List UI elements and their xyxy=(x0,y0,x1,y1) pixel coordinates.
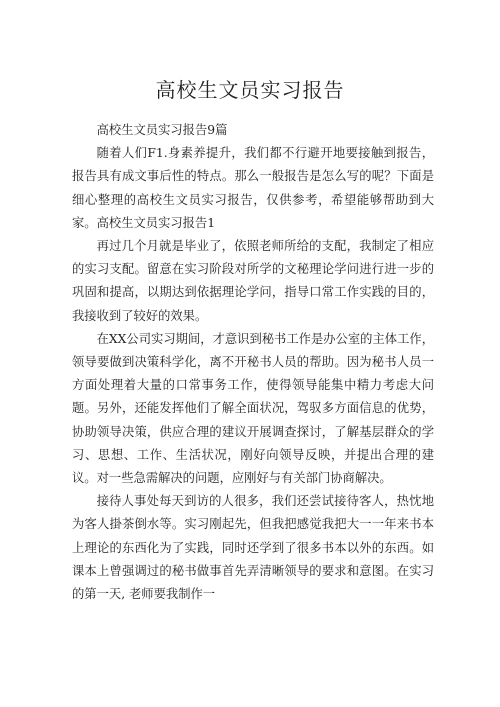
paragraph-secretary-work: 在XX公司实习期间，才意识到秘书工作是办公室的主体工作，领导要做到决策科学化，离不开秘书人员的帮助。因为秘书人员一方面处理着大量的口常事务工作，使得领导能集中精力考虑大问题。另外，还能发挥他们了解全面状况，驾驭多方面信息的优势，协助领导决策，供应合理的建议开展调查探讨，了解基层群众的学习、思想、工作、生活状况，刚好向领导反映，并提出合理的建议。对一些急需解决的问题，应刚好与有关部门协商解决。 xyxy=(72,331,434,486)
paragraph-subtitle: 高校生文员实习报告9篇 xyxy=(96,123,228,137)
document-title: 高校生文员实习报告 xyxy=(155,78,345,102)
document-body xyxy=(72,119,434,606)
paragraph-internship-plan: 再过几个月就是毕业了，依照老师所给的支配，我制定了相应的实习支配。留意在实习阶段对所学的文秘理论学问进行进一步的巩固和提高，以期达到依据理论学问，指导口常工作实践的目的，我接收到了较好的效果。 xyxy=(72,239,434,323)
paragraph-reception: 接待人事处每天到访的人很多，我们还尝试接待客人，热忱地为客人掛茶倒水等。实习刚起先，但我把感觉我把大一一年来书本上理论的东西化为了实践，同时还学到了很多书本以外的东西。如课本上曾强调过的秘书做事首先弄清晰领导的要求和意图。在实习的第一天, 老师要我制作一 xyxy=(72,494,434,602)
paragraph-intro: 随着人们F1.身素养提升，我们都不行避开地要接触到报告，报告具有成文事后性的特点。那么一般报告是怎么写的呢？下面是细心整理的高校生文员实习报告，仅供参考，希望能够帮助到大家。高校生文员实习报告1 xyxy=(72,146,434,230)
